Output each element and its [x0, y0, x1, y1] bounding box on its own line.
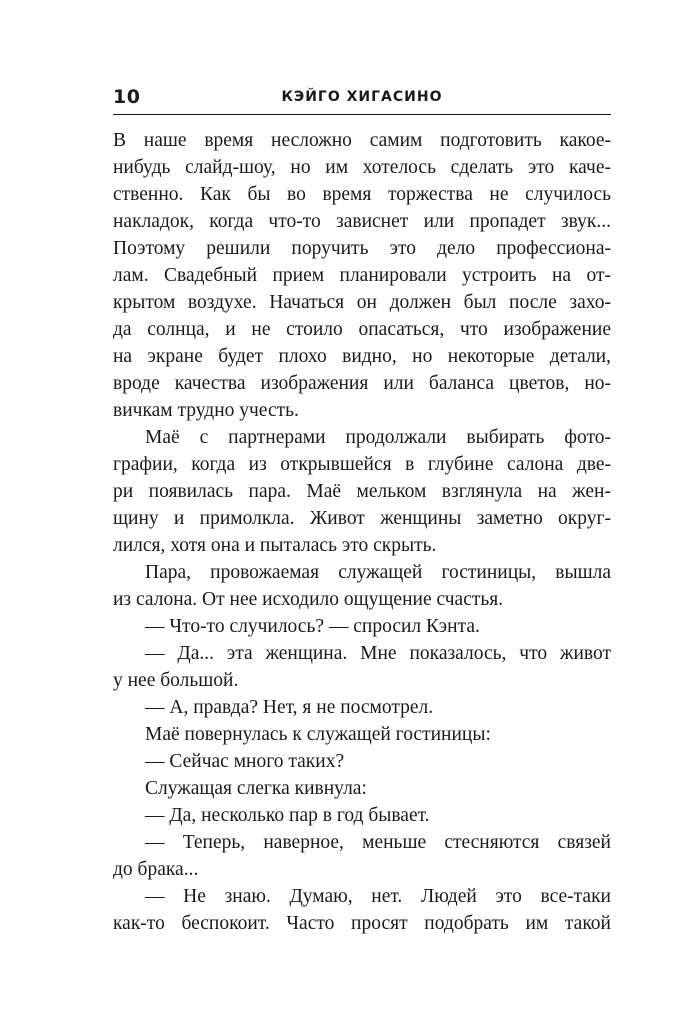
text-line: Служащая слегка кивнула:: [145, 778, 367, 799]
text-line: графии, когда из открывшейся в глубине салона две-: [113, 454, 611, 475]
text-line: Поэтому решили поручить это дело профессиона-: [113, 238, 611, 259]
text-line: Маё с партнерами продолжали выбирать фото-: [145, 427, 611, 448]
text-line: вроде качества изображения или баланса цветов, но-: [113, 373, 611, 394]
text-line: — Теперь, наверное, меньше стесняются связей: [145, 832, 611, 853]
text-line: ственно. Как бы во время торжества не случилось: [113, 184, 611, 205]
text-line: на экране будет плохо видно, но некоторые детали,: [113, 346, 611, 367]
text-line: как-то беспокоит. Часто просят подобрать им такой: [113, 913, 611, 934]
text-line: лился, хотя она и пыталась это скрыть.: [113, 535, 437, 556]
text-line: вичкам трудно учесть.: [113, 400, 299, 421]
text-line: крытом воздухе. Начаться он должен был после захо-: [113, 292, 611, 313]
text-line: ри появилась пара. Маё мельком взглянула на жен-: [113, 481, 611, 502]
page-header: [113, 86, 611, 115]
text-line: до брака...: [113, 859, 199, 880]
text-line: Пара, провожаемая служащей гостиницы, вышла: [145, 562, 611, 583]
body-text: [113, 127, 611, 937]
text-line: у нее большой.: [113, 670, 239, 691]
text-line: нибудь слайд-шоу, но им хотелось сделать это каче-: [113, 157, 611, 178]
text-line: — Да, несколько пар в год бывает.: [145, 805, 430, 826]
text-line: — А, правда? Нет, я не посмотрел.: [145, 697, 434, 718]
text-line: щину и примолкла. Живот женщины заметно округ-: [113, 508, 611, 529]
running-head: КЭЙГО ХИГАСИНО: [281, 89, 443, 105]
text-line: накладок, когда что-то зависнет или пропадет звук...: [113, 211, 611, 232]
text-line: В наше время несложно самим подготовить какое-: [113, 130, 611, 151]
text-line: из салона. От нее исходило ощущение счастья.: [113, 589, 504, 610]
text-line: Маё повернулась к служащей гостиницы:: [145, 724, 491, 745]
text-line: — Сейчас много таких?: [145, 751, 345, 772]
text-line: да солнца, и не стоило опасаться, что изображение: [113, 319, 611, 340]
text-line: — Да... эта женщина. Мне показалось, что живот: [145, 643, 611, 664]
page-number: 10: [113, 86, 141, 108]
text-line: — Что-то случилось? — спросил Кэнта.: [145, 616, 480, 637]
text-line: лам. Свадебный прием планировали устроить на от-: [113, 265, 611, 286]
text-line: — Не знаю. Думаю, нет. Людей это все-таки: [145, 886, 611, 907]
